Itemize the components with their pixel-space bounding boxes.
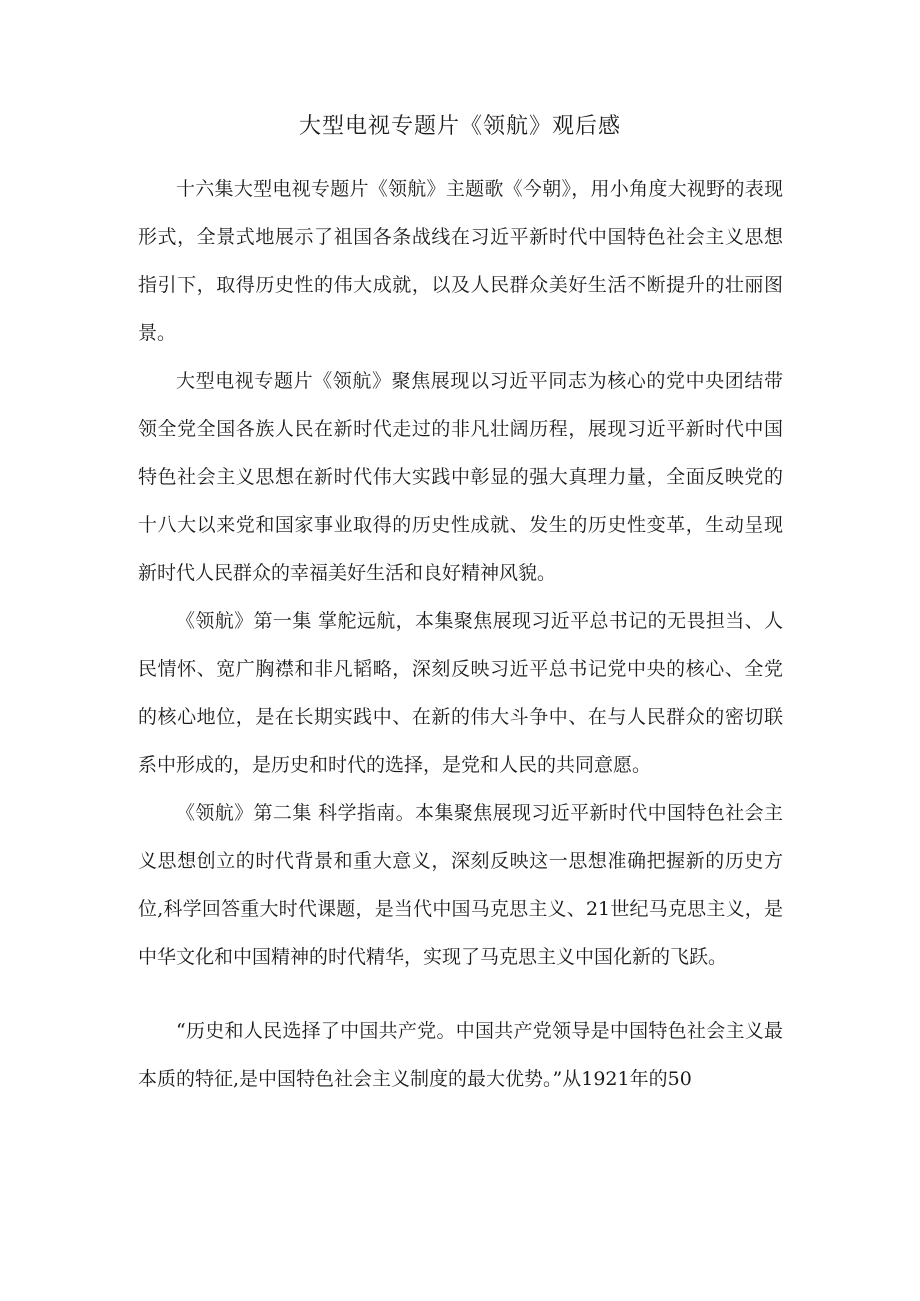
paragraph-episode-two: 《领航》第二集 科学指南。本集聚焦展现习近平新时代中国特色社会主义思想创立的时代背景和重大意义，深刻反映这一思想准确把握新的历史方位,科学回答重大时代课题，是当代中国马克思主义、21世纪马克思主义，是中华文化和中国精神的时代精华，实现了马克思主义中国化新的飞跃。 — [138, 802, 783, 968]
document-body — [138, 165, 783, 1103]
paragraph-episode-one: 《领航》第一集 掌舵远航，本集聚焦展现习近平总书记的无畏担当、人民情怀、宽广胸襟和非凡韬略，深刻反映习近平总书记党中央的核心、全党的核心地位，是在长期实践中、在新的伟大斗争中、在与人民群众的密切联系中形成的，是历史和时代的选择，是党和人民的共同意愿。 — [138, 610, 783, 776]
document-title: 大型电视专题片《领航》观后感 — [298, 114, 621, 139]
paragraph-overview: 大型电视专题片《领航》聚焦展现以习近平同志为核心的党中央团结带领全党全国各族人民在新时代走过的非凡壮阔历程，展现习近平新时代中国特色社会主义思想在新时代伟大实践中彰显的强大真理力量，全面反映党的十八大以来党和国家事业取得的历史性成就、发生的历史性变革，生动呈现新时代人民群众的幸福美好生活和良好精神风貌。 — [138, 370, 783, 584]
paragraph-theme-song: 十六集大型电视专题片《领航》主题歌《今朝》，用小角度大视野的表现形式，全景式地展示了祖国各条战线在习近平新时代中国特色社会主义思想指引下，取得历史性的伟大成就，以及人民群众美好生活不断提升的壮丽图景。 — [138, 178, 783, 344]
paragraph-history-quote: “历史和人民选择了中国共产党。中国共产党领导是中国特色社会主义最本质的特征,是中国特色社会主义制度的最大优势。”从1921年的50 — [138, 1020, 783, 1090]
